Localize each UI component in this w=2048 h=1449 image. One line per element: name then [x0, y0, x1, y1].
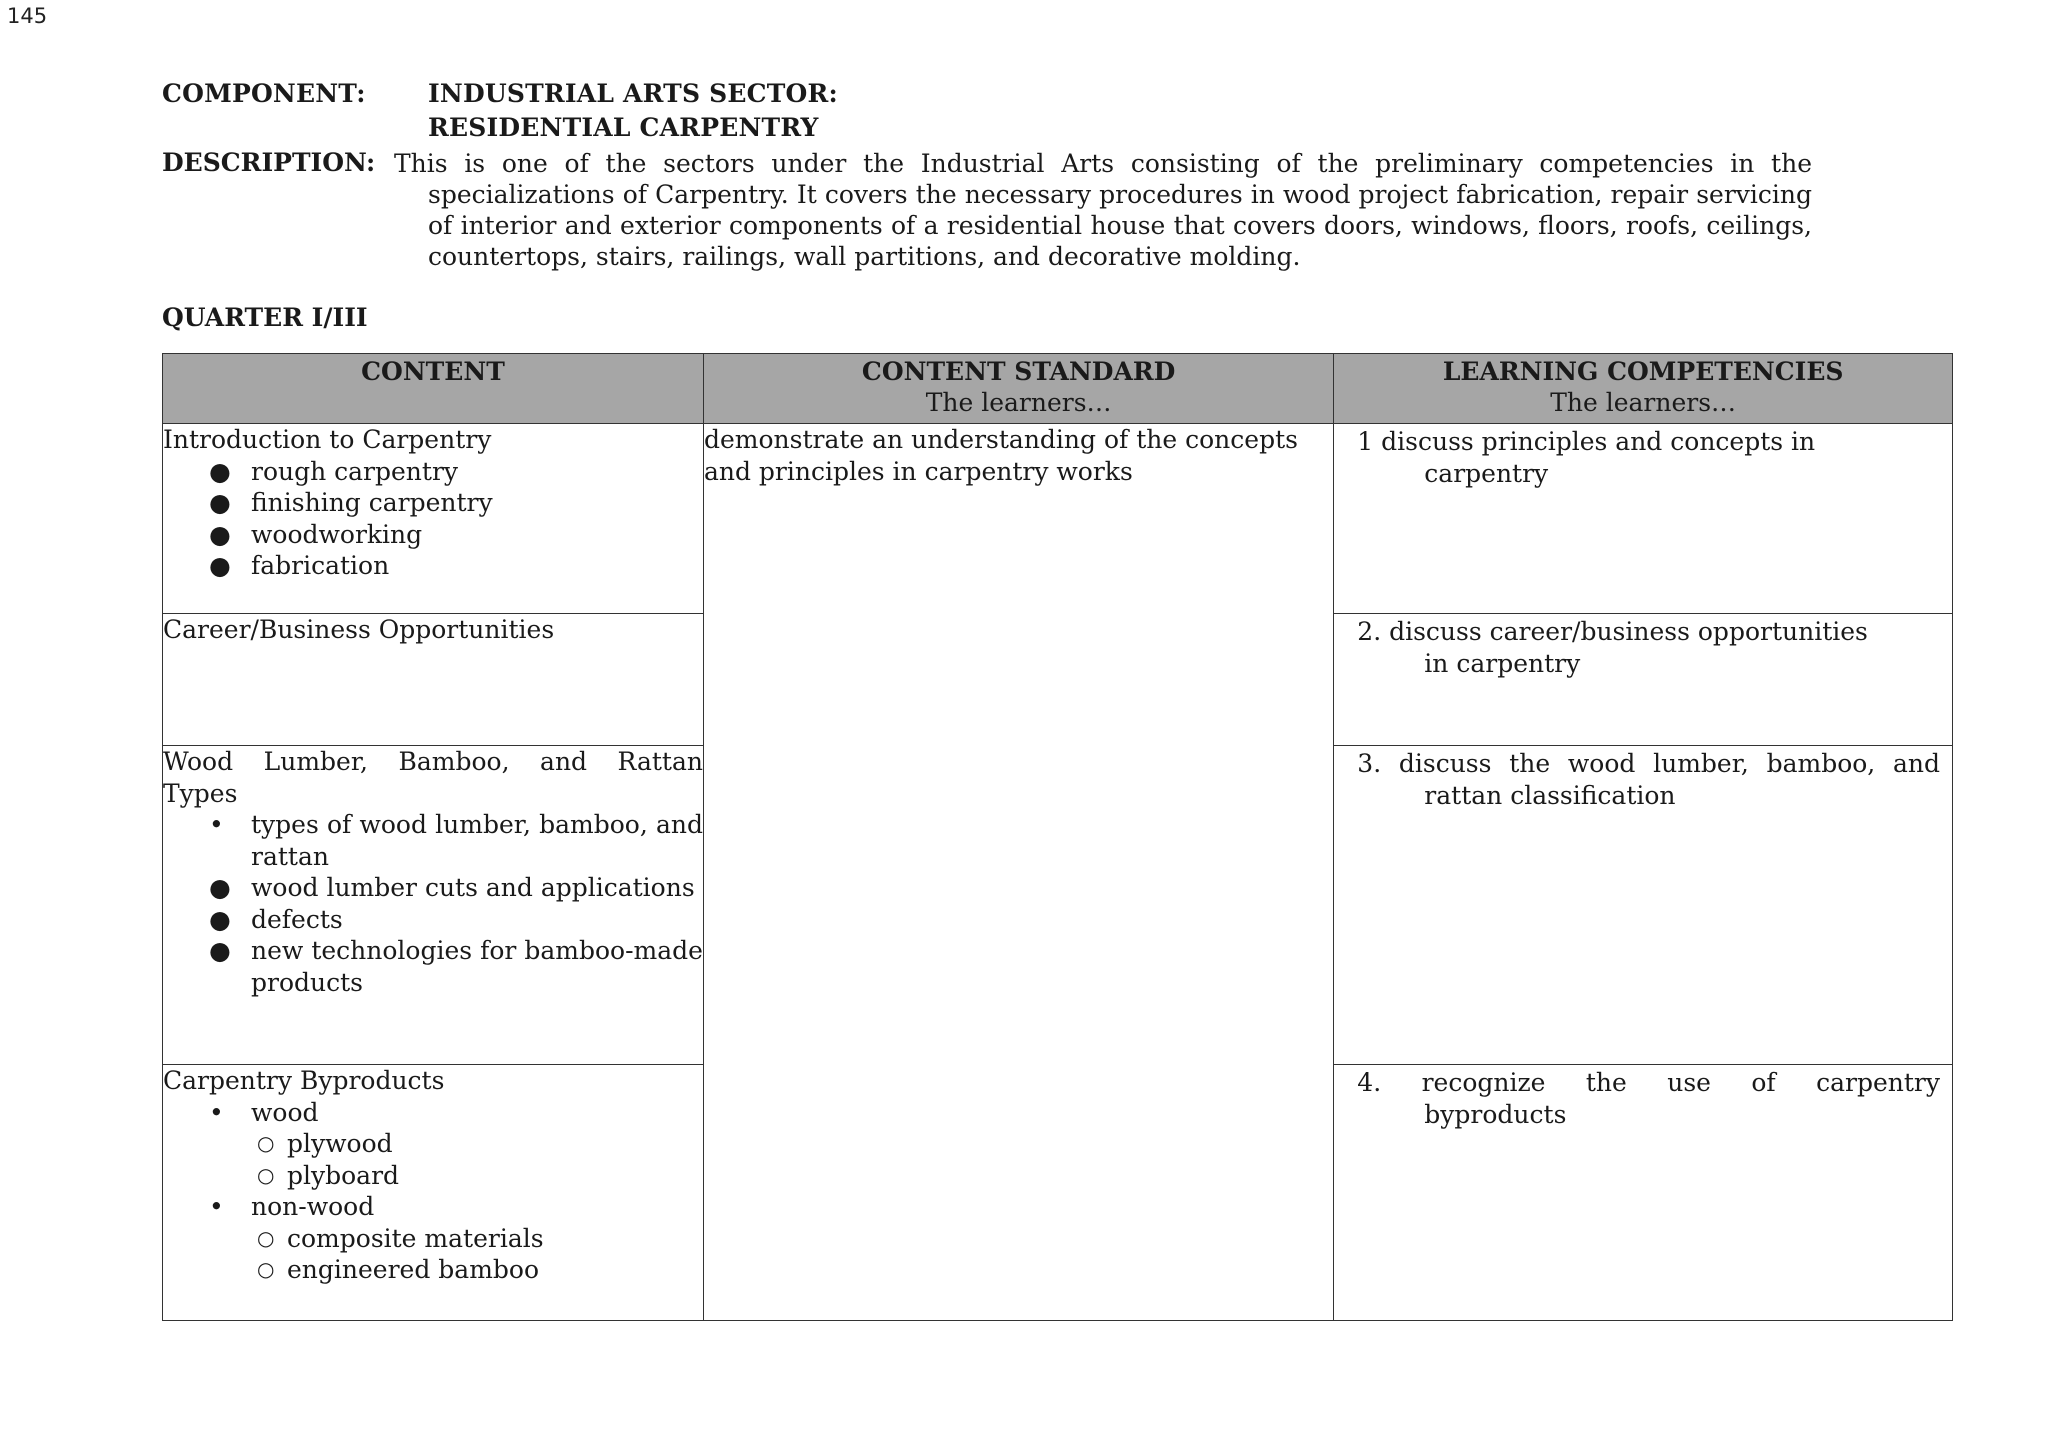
- list-item: • non-wood ○ composite materials ○ engineered bamboo: [163, 1191, 703, 1286]
- list-item: ● new technologies for bamboo-made products: [209, 936, 703, 997]
- competency-item: [1334, 1065, 1952, 1130]
- component-label: COMPONENT:: [162, 79, 366, 108]
- content-cell: [163, 746, 704, 1065]
- bullet-icon: ●: [209, 904, 231, 934]
- content-cell: [163, 424, 704, 614]
- description-first-line: This is one of the sectors under the Industrial Arts consisting of the preliminary competencies in the: [394, 149, 1812, 178]
- bullet-list: [163, 1097, 703, 1286]
- list-item: ● wood lumber cuts and applications: [209, 873, 695, 902]
- column-header-content-standard: [703, 354, 1333, 424]
- sub-bullet-list: [163, 1223, 703, 1286]
- component-subtitle: RESIDENTIAL CARPENTRY: [428, 113, 819, 142]
- list-item: ● rough carpentry: [209, 456, 459, 486]
- content-cell: [163, 1065, 704, 1321]
- list-item: • wood ○ plywood ○ plyboard: [163, 1097, 703, 1192]
- competency-continuation: byproducts: [1424, 1099, 1567, 1129]
- content-title: Carpentry Byproducts: [163, 1066, 445, 1095]
- content-title: Introduction to Carpentry: [163, 425, 492, 454]
- circle-bullet-icon: ○: [257, 1225, 275, 1250]
- competency-text: 1 discuss principles and concepts in: [1357, 427, 1816, 456]
- competency-continuation: in carpentry: [1424, 648, 1581, 678]
- curriculum-table: [162, 353, 1953, 1321]
- competency-item: [1334, 746, 1952, 811]
- bullet-icon: ●: [209, 936, 231, 965]
- bullet-icon: •: [209, 810, 224, 839]
- list-item: ● woodworking: [209, 519, 423, 549]
- list-item: ○ composite materials: [257, 1223, 544, 1253]
- description-text: specializations of Carpentry. It covers the necessary procedures in wood project fabrication, repair servicing of interior and exterior components of a residential house that covers doors, windows, floors, roofs, ceilings, countertops, stairs, railings, wall partitions, and decorative molding.: [428, 180, 1812, 271]
- circle-bullet-icon: ○: [257, 1131, 275, 1155]
- competency-text: 3. discuss the wood lumber, bamboo, and: [1357, 749, 1940, 778]
- column-subtitle: The learners…: [925, 388, 1112, 417]
- list-item: ○ plyboard: [257, 1160, 400, 1190]
- quarter-heading: QUARTER I/III: [162, 303, 368, 332]
- component-title: INDUSTRIAL ARTS SECTOR:: [428, 79, 838, 108]
- competency-cell: [1334, 1065, 1953, 1321]
- list-item: ○ engineered bamboo: [257, 1255, 540, 1284]
- list-item: • types of wood lumber, bamboo, and rattan: [209, 810, 703, 871]
- sub-bullet-list: [163, 1128, 703, 1191]
- bullet-icon: •: [209, 1192, 224, 1221]
- table-row: [163, 424, 1953, 614]
- column-subtitle: The learners…: [1550, 388, 1737, 417]
- bullet-icon: •: [209, 1097, 224, 1127]
- content-title: Wood Lumber, Bamboo, and Rattan: [163, 747, 703, 776]
- list-item: ○ plywood: [257, 1129, 393, 1158]
- column-title: CONTENT: [361, 357, 505, 386]
- competency-continuation: carpentry: [1424, 458, 1549, 488]
- table-header-row: [163, 354, 1953, 424]
- bullet-icon: ●: [209, 456, 231, 486]
- circle-bullet-icon: ○: [257, 1162, 275, 1187]
- bullet-icon: ●: [209, 519, 231, 549]
- competency-text: 4. recognize the use of carpentry: [1357, 1068, 1940, 1097]
- competency-cell: [1334, 614, 1953, 746]
- content-title: Career/Business Opportunities: [163, 615, 555, 644]
- bullet-list: [163, 809, 703, 998]
- competency-item: [1334, 424, 1952, 489]
- content-title-continuation: Types: [163, 778, 238, 808]
- description-label: DESCRIPTION:: [162, 148, 376, 177]
- list-item: ● defects: [209, 904, 343, 934]
- content-standard-cell: [703, 424, 1333, 1321]
- list-item: ● fabrication: [209, 551, 390, 580]
- page-number: 145: [7, 4, 48, 28]
- bullet-icon: ●: [209, 488, 231, 517]
- competency-cell: [1334, 424, 1953, 614]
- column-header-learning-competencies: [1334, 354, 1953, 424]
- bullet-icon: ●: [209, 873, 231, 902]
- competency-item: [1334, 614, 1952, 679]
- list-item: ● finishing carpentry: [209, 488, 493, 517]
- competency-continuation: rattan classification: [1424, 780, 1676, 810]
- competency-cell: [1334, 746, 1953, 1065]
- content-cell: [163, 614, 704, 746]
- column-title: LEARNING COMPETENCIES: [1442, 357, 1844, 386]
- bullet-list: [163, 456, 703, 582]
- competency-text: 2. discuss career/business opportunities: [1357, 617, 1868, 646]
- column-title: CONTENT STANDARD: [861, 357, 1176, 386]
- column-header-content: [163, 354, 704, 424]
- content-standard-text: demonstrate an understanding of the concepts and principles in carpentry works: [703, 425, 1298, 486]
- bullet-icon: ●: [209, 551, 231, 580]
- circle-bullet-icon: ○: [257, 1257, 275, 1281]
